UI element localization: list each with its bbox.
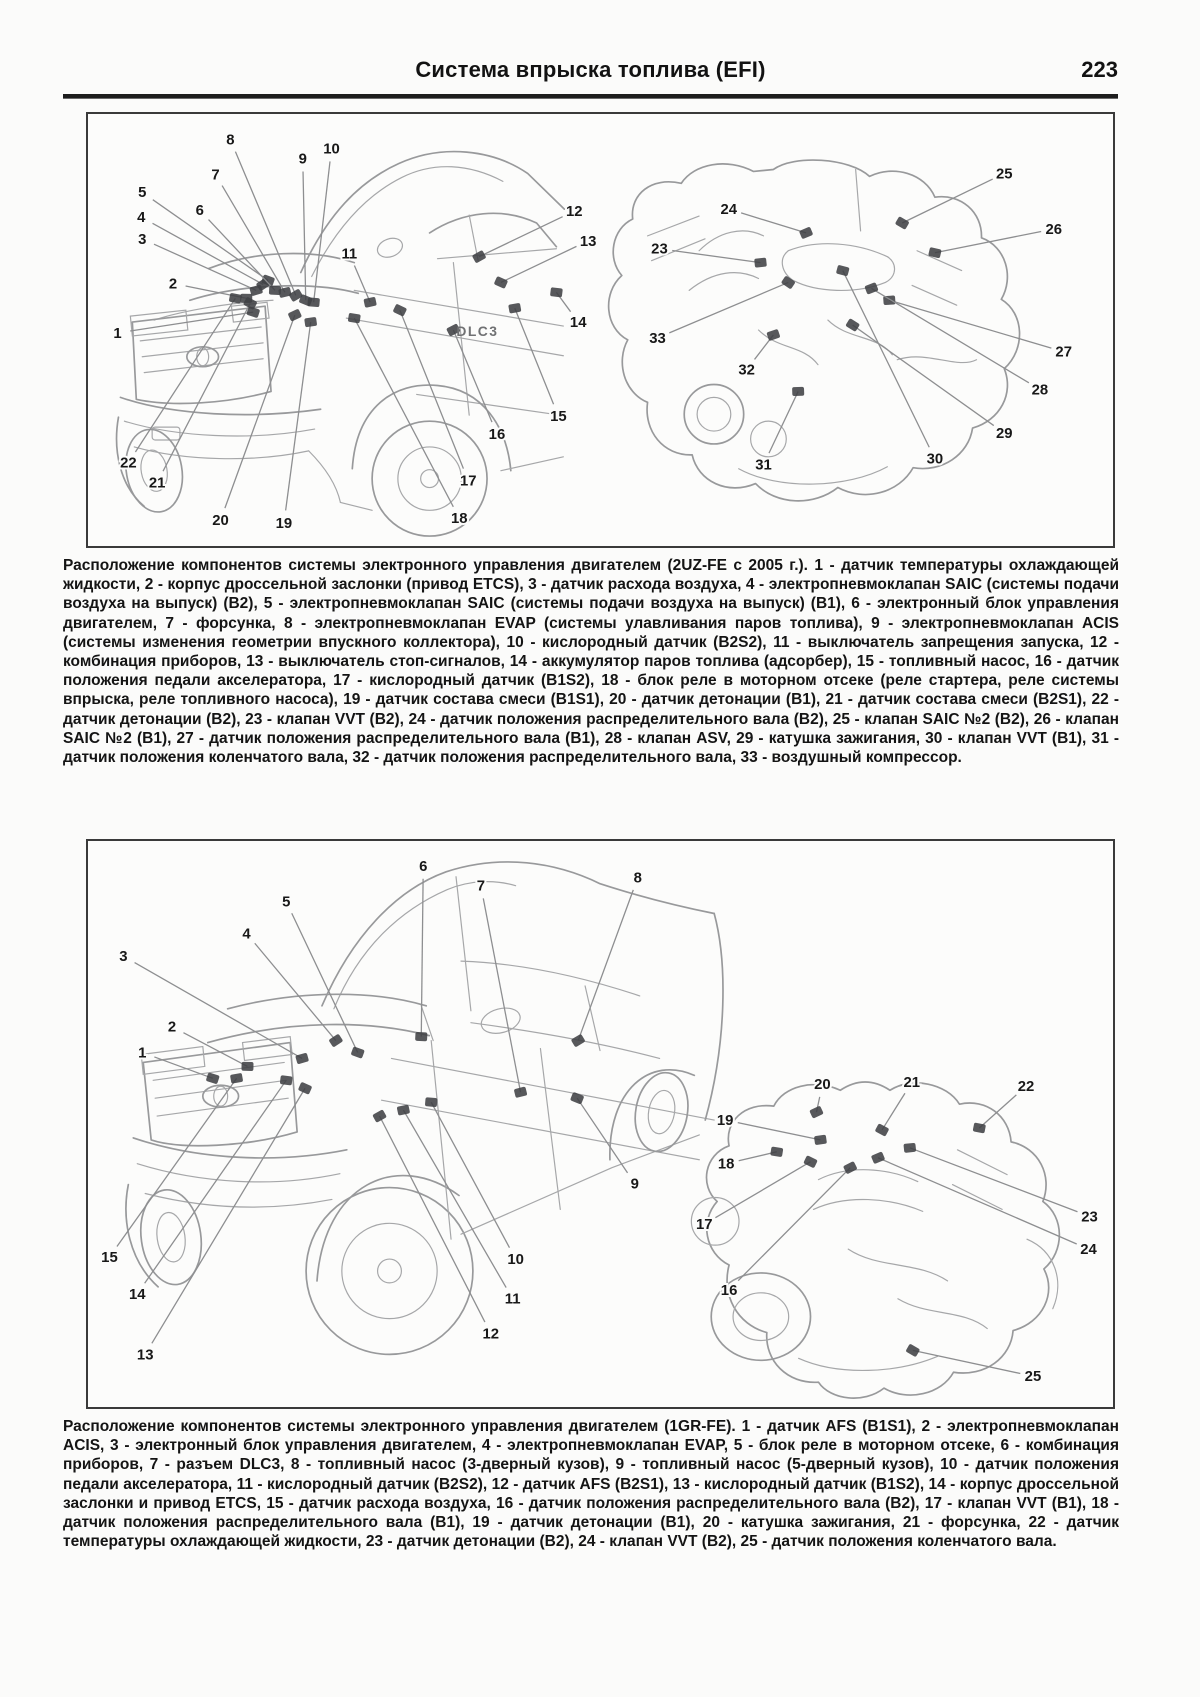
component-blob-11: [397, 1104, 411, 1115]
leader-line-33: [669, 282, 788, 332]
callout-number-9: 9: [298, 151, 307, 168]
component-blob-10: [307, 297, 320, 307]
callout-number-9: 9: [630, 1176, 639, 1193]
callout-number-10: 10: [507, 1252, 524, 1269]
component-blob-22: [229, 293, 242, 304]
callout-number-22: 22: [1017, 1079, 1035, 1096]
component-blob-2: [241, 1062, 253, 1071]
component-blob-23: [903, 1143, 916, 1153]
callout-number-21: 21: [903, 1075, 921, 1092]
callout-number-5: 5: [138, 185, 147, 202]
caption-2uz-fe: Расположение компонентов системы электронного управления двигателем (2UZ-FE с 2005 г.). 1 - датчик температуры охлаждающей жидкости, 2 - корпус дроссельной заслонки (привод ETCS), 3 - датчик расхода воздуха, 4 - электропневмоклапан SAIC (системы подачи воздуха на выпуск) (B2), 5 - электропневмоклапан SAIC (системы подачи воздуха на выпуск) (B1), 6 - электронный блок управления двигателем, 7 - форсунка, 8 - электропневмоклапан EVAP (системы улавливания паров топлива), 9 - электропневмоклапан ACIS (системы изменения геометрии впускного коллектора), 10 - кислородный датчик (B2S2), 11 - выключатель запрещения запуска, 12 - комбинация приборов, 13 - выключатель стоп-сигналов, 14 - аккумулятор паров топлива (адсорбер), 15 - топливный насос, 16 - датчик положения педали акселератора, 17 - кислородный датчик (B1S2), 18 - блок реле в моторном отсеке (реле стартера, реле системы впрыска, реле топливного насоса), 19 - датчик состава смеси (B1S1), 20 - датчик детонации (B1), 21 - датчик состава смеси (B2S1), 22 - датчик детонации (B2), 23 - клапан VVT (B2), 24 - датчик положения распределительного вала (B2), 25 - клапан SAIC №2 (B2), 26 - клапан SAIC №2 (B1), 27 - датчик положения распределительного вала (B1), 28 - клапан ASV, 29 - катушка зажигания, 30 - клапан VVT (B1), 31 - датчик положения коленчатого вала, 32 - датчик положения распределительного вала, 33 - воздушный компрессор.: [63, 557, 1119, 767]
callout-number-28: 28: [1031, 382, 1049, 399]
component-blob-31: [792, 387, 804, 396]
leader-line-4: [153, 223, 264, 284]
callout-number-18: 18: [717, 1156, 735, 1173]
callout-number-1: 1: [138, 1045, 147, 1062]
callout-number-25: 25: [995, 166, 1013, 183]
leader-line-9: [303, 171, 306, 300]
component-blob-17: [803, 1155, 818, 1168]
callout-number-1: 1: [113, 325, 122, 342]
page-number: 223: [1081, 57, 1118, 82]
callout-number-16: 16: [720, 1282, 738, 1299]
callout-number-14: 14: [129, 1286, 146, 1303]
callout-number-27: 27: [1055, 344, 1072, 361]
callout-number-7: 7: [211, 167, 220, 184]
component-blob-30: [836, 265, 850, 277]
leader-line-22: [979, 1095, 1016, 1128]
callout-number-24: 24: [1080, 1242, 1097, 1259]
component-blob-20: [809, 1106, 824, 1119]
callout-number-6: 6: [419, 858, 428, 875]
callout-number-12: 12: [565, 204, 583, 221]
component-blob-14: [550, 287, 563, 297]
callout-number-19: 19: [716, 1112, 734, 1129]
callout-number-2: 2: [168, 276, 178, 293]
callout-number-14: 14: [569, 315, 587, 332]
leader-line-10: [314, 161, 330, 302]
component-blob-21: [875, 1123, 890, 1136]
component-blob-12: [472, 250, 487, 264]
leader-line-7: [222, 186, 285, 293]
callout-number-10: 10: [323, 141, 340, 158]
leader-line-27: [889, 300, 1051, 348]
leader-line-9: [577, 1098, 627, 1173]
leader-line-23: [672, 251, 760, 263]
caption-1gr-fe: Расположение компонентов системы электронного управления двигателем (1GR-FE). 1 - датчик AFS (B1S1), 2 - электропневмоклапан ACIS, 3 - электронный блок управления двигателем, 4 - электропневмоклапан EVAP, 5 - блок реле в моторном отсеке, 6 - комбинация приборов, 7 - разъем DLC3, 8 - топливный насос (3-дверный кузов), 9 - топливный насос (5-дверный кузов), 10 - датчик положения педали акселератора, 11 - кислородный датчик (B2S2), 12 - датчик AFS (B2S1), 13 - кислородный датчик (B1S2), 14 - корпус дроссельной заслонки и привод ETCS, 15 - датчик расхода воздуха, 16 - датчик положения распределительного вала (B2), 17 - клапан VVT (B1), 18 - датчик положения распределительного вала (B1), 19 - датчик детонации (B1), 20 - катушка зажигания, 21 - форсунка, 22 - датчик температуры охлаждающей жидкости, 23 - датчик детонации (B2), 24 - клапан VVT (B2), 25 - датчик положения коленчатого вала.: [63, 1418, 1119, 1551]
component-blob-6: [415, 1032, 427, 1042]
component-blob-4: [328, 1034, 343, 1048]
callout-number-5: 5: [282, 894, 291, 911]
leader-line-24: [741, 213, 806, 233]
component-blob-19: [814, 1135, 827, 1146]
callout-number-13: 13: [136, 1347, 154, 1364]
engine-diagram-2uz: [609, 160, 1020, 501]
leader-line-11: [403, 1110, 506, 1287]
header-rule: [63, 94, 1118, 99]
callout-number-18: 18: [451, 511, 468, 528]
callout-number-30: 30: [926, 451, 944, 468]
component-blob-5: [351, 1046, 365, 1058]
callout-number-33: 33: [649, 330, 666, 347]
component-blob-23: [754, 258, 767, 268]
component-blob-18: [348, 313, 361, 324]
component-blob-18: [770, 1146, 783, 1157]
callout-number-17: 17: [459, 473, 477, 490]
callout-number-2: 2: [167, 1019, 177, 1036]
figure-1gr-svg: [88, 841, 1113, 1407]
callout-number-6: 6: [195, 203, 204, 220]
component-blob-13: [298, 1082, 313, 1095]
leader-line-8: [578, 890, 633, 1041]
leader-line-18: [354, 318, 453, 507]
callout-number-13: 13: [579, 233, 597, 250]
figure-2uz-svg: [88, 114, 1113, 546]
callout-number-3: 3: [119, 949, 128, 966]
callout-number-11: 11: [504, 1291, 521, 1308]
leader-line-24: [878, 1158, 1077, 1244]
callout-number-15: 15: [101, 1250, 118, 1267]
callout-number-25: 25: [1024, 1369, 1042, 1386]
leader-line-3: [135, 963, 303, 1062]
callout-number-15: 15: [550, 409, 567, 426]
callout-number-26: 26: [1045, 221, 1063, 238]
leader-line-13: [152, 1088, 305, 1343]
leader-line-15: [515, 308, 554, 404]
callout-number-20: 20: [212, 513, 229, 530]
callout-number-8: 8: [633, 870, 642, 887]
leader-line-5: [292, 913, 358, 1052]
callout-number-21: 21: [148, 475, 166, 492]
leader-line-19: [738, 1123, 821, 1140]
leader-line-23: [910, 1148, 1078, 1212]
figure-2uz-fe: [86, 112, 1115, 548]
leader-line-29: [853, 325, 994, 426]
leader-line-19: [286, 322, 311, 510]
car-diagram-2uz: [117, 152, 565, 536]
component-blob-15: [508, 303, 521, 314]
callout-number-29: 29: [995, 425, 1013, 442]
diagram-text-label: DLC3: [456, 322, 499, 339]
callout-number-19: 19: [275, 516, 293, 533]
callout-number-31: 31: [755, 457, 772, 474]
component-blob-28: [864, 282, 878, 295]
component-blob-25: [895, 216, 910, 230]
callout-number-23: 23: [1081, 1209, 1098, 1226]
component-blob-11: [363, 297, 376, 308]
component-blob-19: [304, 317, 317, 327]
callout-number-32: 32: [738, 362, 755, 379]
component-blob-7: [514, 1086, 528, 1098]
leader-line-11: [354, 266, 370, 303]
component-blob-12: [372, 1109, 387, 1123]
callout-number-11: 11: [341, 246, 358, 263]
leader-line-15: [117, 1078, 237, 1246]
leader-line-26: [935, 231, 1041, 252]
component-blob-8: [571, 1034, 586, 1048]
component-blob-15: [230, 1073, 243, 1084]
callout-number-16: 16: [488, 426, 506, 443]
callout-number-4: 4: [242, 926, 251, 943]
leader-line-7: [483, 898, 520, 1092]
component-blob-24: [799, 226, 813, 239]
callout-number-3: 3: [138, 231, 147, 248]
callout-number-7: 7: [476, 878, 485, 895]
callout-number-24: 24: [720, 202, 738, 219]
callout-number-12: 12: [482, 1326, 500, 1343]
component-blob-10: [425, 1097, 438, 1107]
component-blob-1: [206, 1072, 220, 1084]
callout-number-8: 8: [226, 132, 235, 149]
leader-line-21: [882, 1093, 905, 1130]
component-blob-20: [288, 309, 303, 322]
callout-number-17: 17: [695, 1217, 713, 1234]
component-blob-32: [766, 329, 780, 341]
component-blob-3: [295, 1053, 309, 1065]
leader-line-16: [738, 1168, 850, 1281]
component-blob-17: [393, 304, 408, 317]
component-blob-33: [781, 275, 796, 289]
leader-line-25: [902, 179, 992, 223]
component-blob-29: [845, 318, 860, 332]
component-blob-9: [570, 1092, 584, 1105]
figure-1gr-fe: [86, 839, 1115, 1409]
leader-line-20: [225, 315, 295, 508]
leader-line-16: [453, 330, 492, 422]
leader-line-13: [501, 246, 577, 282]
callout-number-23: 23: [651, 241, 668, 258]
component-blob-13: [494, 276, 508, 289]
callout-number-20: 20: [814, 1077, 831, 1094]
component-blob-25: [905, 1344, 920, 1358]
leader-line-21: [163, 303, 250, 471]
engine-diagram-1gr: [691, 1082, 1059, 1398]
leader-line-12: [479, 217, 563, 257]
callout-number-22: 22: [120, 455, 137, 472]
component-blob-24: [871, 1151, 885, 1164]
page-title: Система впрыска топлива (EFI): [415, 57, 766, 82]
component-blob-14: [280, 1075, 293, 1085]
callout-number-4: 4: [137, 210, 146, 226]
